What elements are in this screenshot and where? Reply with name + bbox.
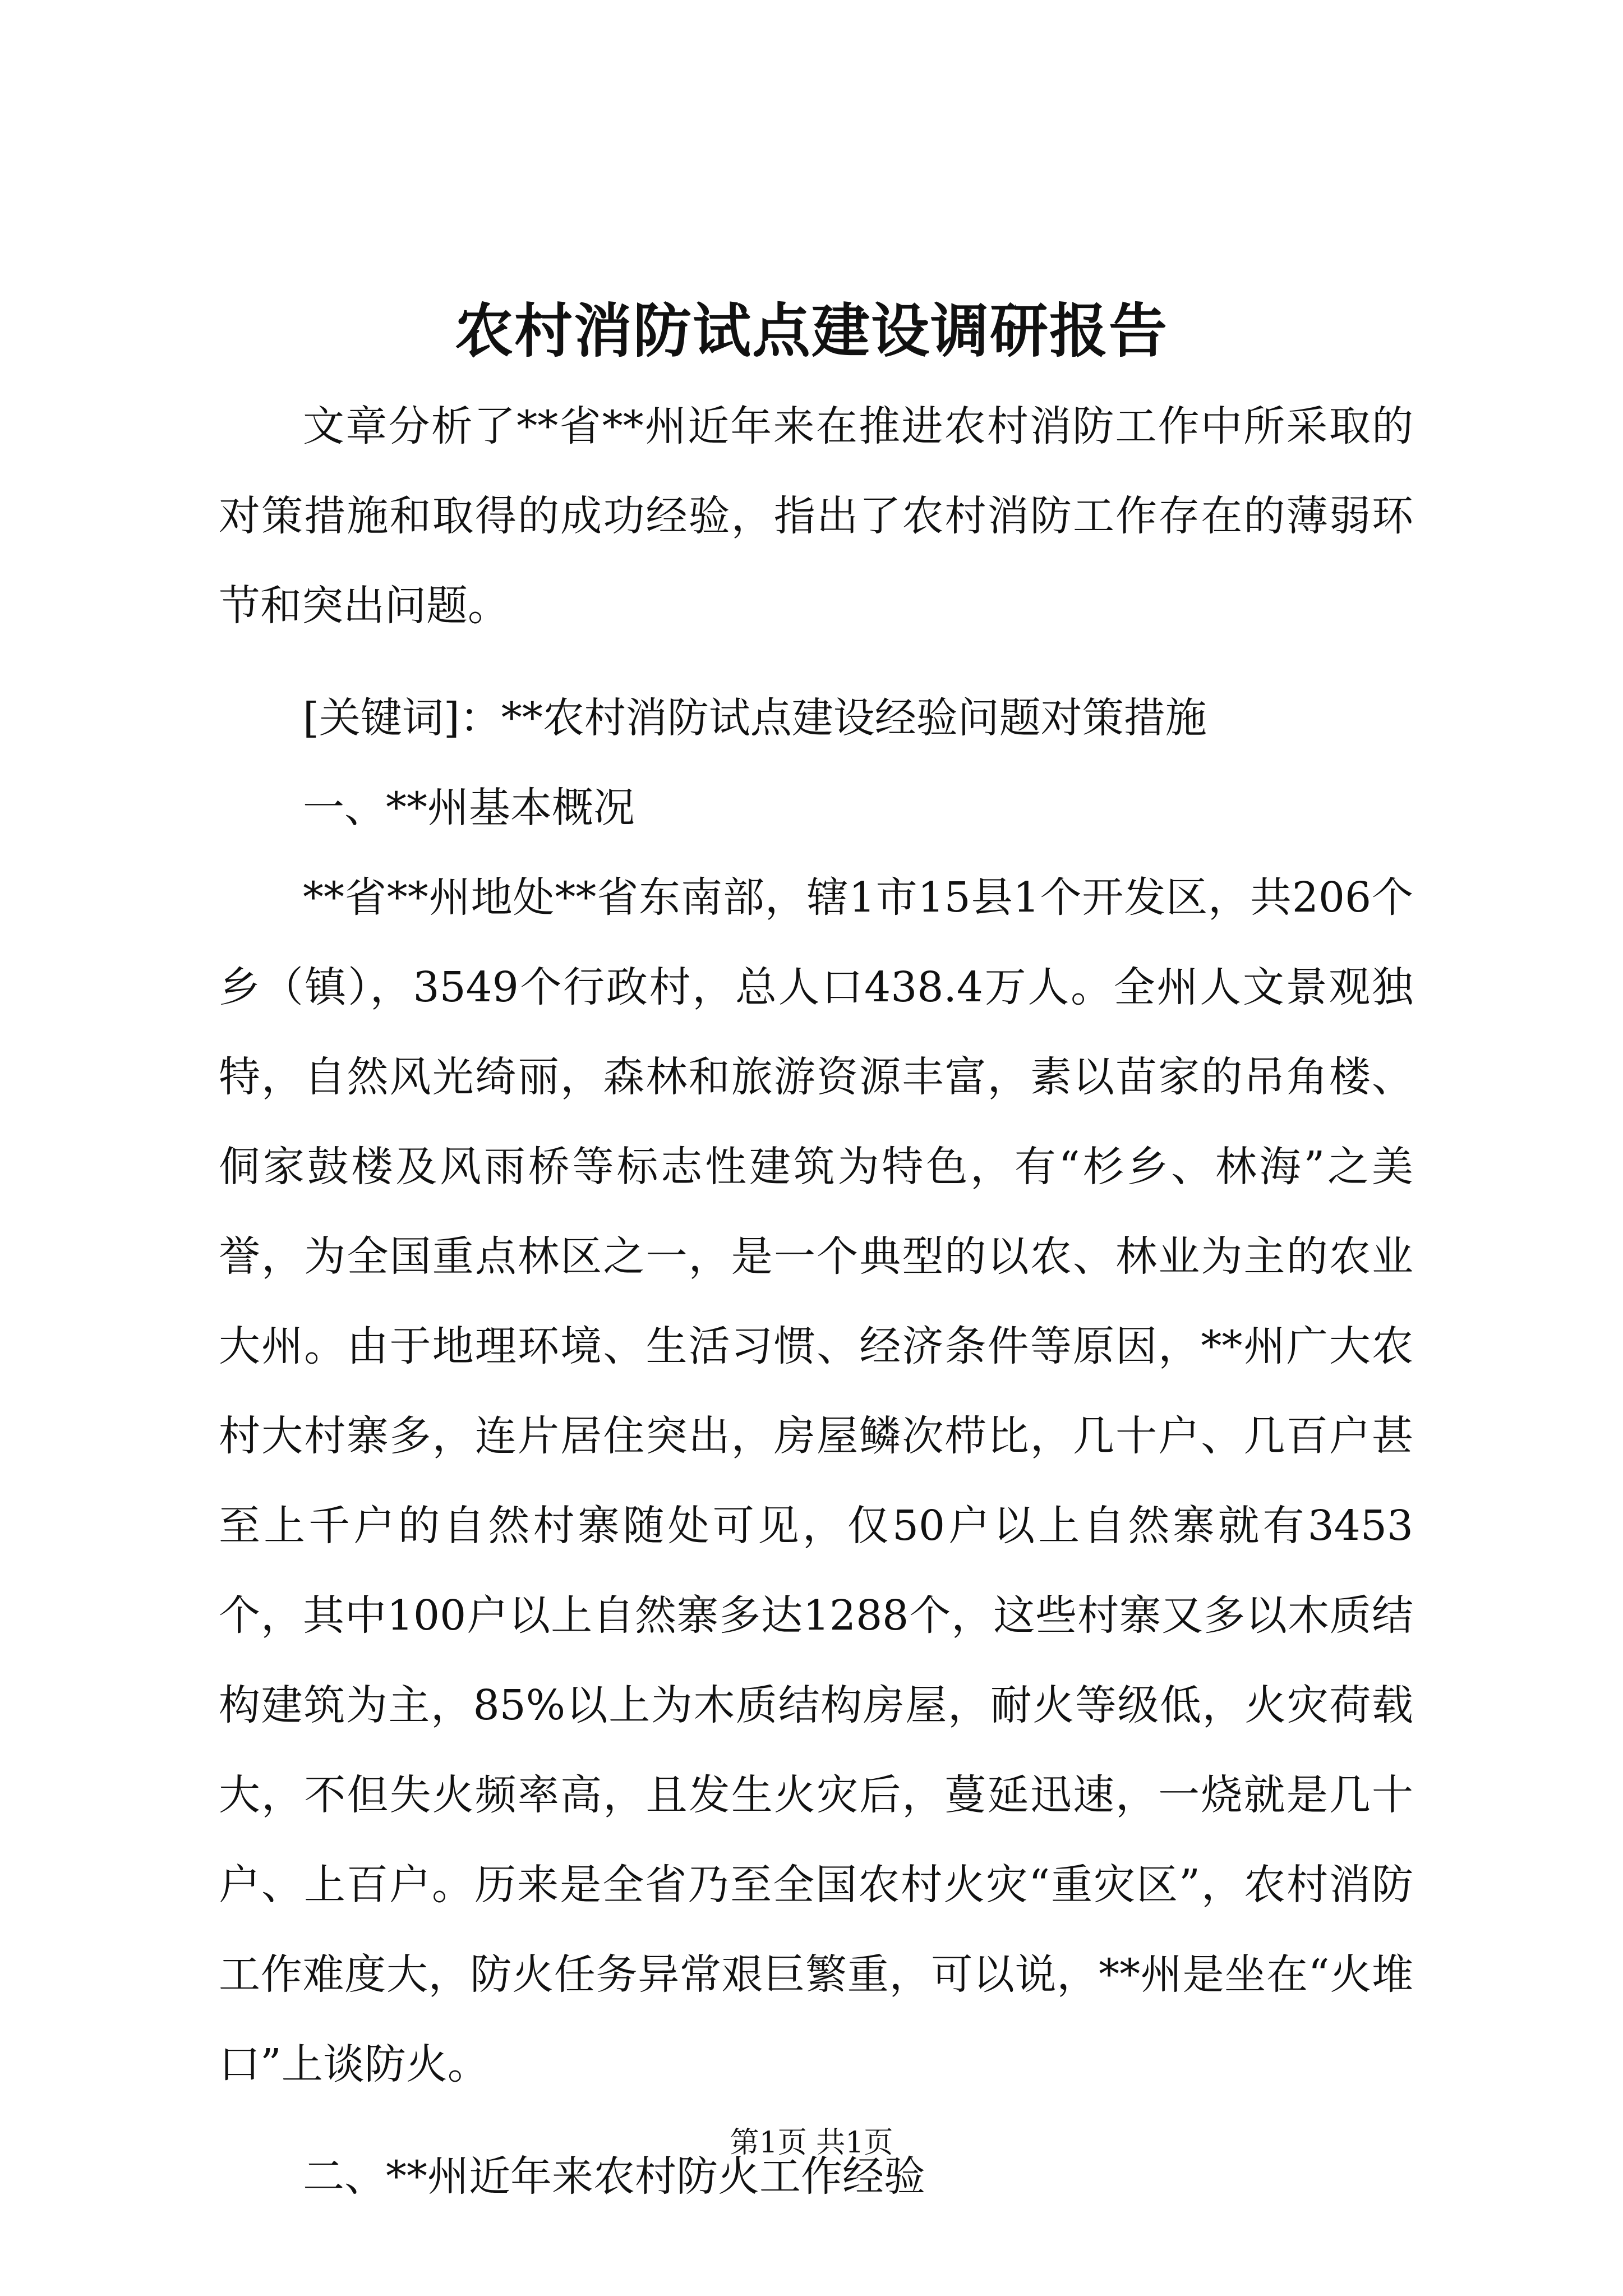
section-heading-2: 二、**州近年来农村防火工作经验	[303, 2152, 925, 2201]
document-body	[219, 381, 1413, 2221]
page-footer: 第1页 共1页	[730, 2126, 893, 2160]
paragraph-overview: **省**州地处**省东南部，辖1市15县1个开发区，共206个乡（镇），3549个行政村，总人口438.4万人。全州人文景观独特，自然风光绮丽，森林和旅游资源丰富，素以苗家的吊角楼、侗家鼓楼及风雨桥等标志性建筑为特色，有“杉乡、林海”之美誉，为全国重点林区之一，是一个典型的以农、林业为主的农业大州。由于地理环境、生活习惯、经济条件等原因，**州广大农村大村寨多，连片居住突出，房屋鳞次栉比，几十户、几百户甚至上千户的自然村寨随处可见，仅50户以上自然寨就有3453个，其中100户以上自然寨多达1288个，这些村寨又多以木质结构建筑为主，85%以上为木质结构房屋，耐火等级低，火灾荷载大，不但失火频率高，且发生火灾后，蔓延迅速，一烧就是几十户、上百户。历来是全省乃至全国农村火灾“重灾区”，农村消防工作难度大，防火任务异常艰巨繁重，可以说，**州是坐在“火堆口”上谈防火。	[219, 873, 1413, 2088]
document-title: 农村消防试点建设调研报告	[454, 296, 1168, 365]
paragraph-abstract: 文章分析了**省**州近年来在推进农村消防工作中所采取的对策措施和取得的成功经验，指出了农村消防工作存在的薄弱环节和突出问题。	[219, 402, 1413, 630]
section-heading-1: 一、**州基本概况	[303, 784, 635, 832]
paragraph-keywords: [关键词]：**农村消防试点建设经验问题对策措施	[303, 694, 1207, 742]
